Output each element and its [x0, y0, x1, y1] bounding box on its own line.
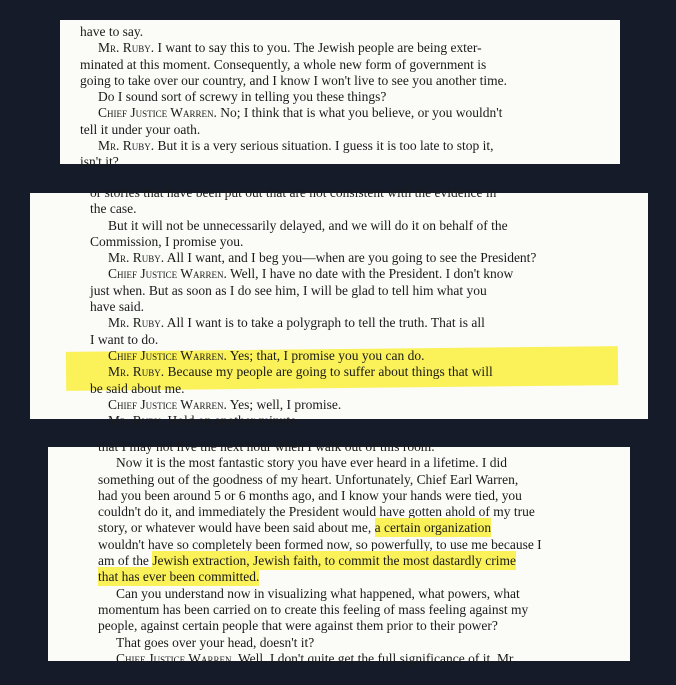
text-line: Mr. Ruby. All I want is to take a polygraph to tell the truth. That is all: [108, 315, 485, 331]
text-line: Chief Justice Warren. Well, I don't quite get the full significance of it, Mr.: [116, 650, 517, 666]
transcript-excerpt-1: [60, 20, 620, 170]
text-line: Commission, I promise you.: [90, 233, 244, 249]
transcript-excerpt-2: [30, 185, 648, 429]
text-line: Mr. Ruby. Because my people are going to suffer about things that will: [108, 364, 493, 380]
text-line: Now it is the most fantastic story you have ever heard in a lifetime. I did: [116, 455, 507, 471]
text-line: momentum has been carried on to create this feeling of mass feeling against my: [98, 601, 529, 617]
text-line: [98, 520, 630, 536]
speaker-name: Mr. Ruby.: [108, 315, 165, 331]
text-line: isn't it?: [80, 154, 119, 170]
text-line: just when. But as soon as I do see him, I will be glad to tell him what you: [90, 282, 487, 298]
speaker-name: Mr. Ruby.: [108, 413, 165, 429]
text-line: Mr. Ruby. All I want, and I beg you—when are you going to see the President?: [108, 250, 537, 266]
speaker-name: Chief Justice Warren.: [116, 650, 235, 666]
text-line: or stories that have been put out that are not consistent with the evidence in: [90, 185, 497, 200]
text-line: be said about me.: [90, 380, 185, 396]
text-line: had you been around 5 or 6 months ago, and I know your hands were tied, you: [98, 487, 522, 503]
text-line: have to say.: [80, 24, 144, 39]
text-line: I want to do.: [90, 331, 159, 347]
text-line: minated at this moment. Consequently, a whole new form of government is: [80, 56, 487, 72]
transcript-excerpt-3: [48, 439, 630, 666]
text-line: something out of the goodness of my heart. Unfortunately, Chief Earl Warren,: [98, 471, 519, 487]
text-line: That goes over your head, doesn't it?: [116, 634, 315, 650]
text-line: Chief Justice Warren. No; I think that is what you believe, or you wouldn't: [98, 105, 503, 121]
highlighted-phrase: that has ever been committed.: [98, 569, 260, 585]
text-line: have said.: [90, 299, 144, 315]
text-line: going to take over our country, and I know I won't live to see you another time.: [80, 72, 507, 88]
text-line: the case.: [90, 201, 137, 217]
text-line: wouldn't have so completely been formed now, so powerfully, to use me because I: [98, 536, 542, 552]
speaker-name: Mr. Ruby.: [98, 138, 155, 154]
speaker-name: Mr. Ruby.: [98, 40, 155, 56]
text-line: Mr. Ruby. But it is a very serious situation. I guess it is too late to stop it,: [98, 138, 494, 154]
text-line: Chief Justice Warren. Well, I have no date with the President. I don't know: [108, 266, 514, 282]
text-line: Mr. Ruby. I want to say this to you. The Jewish people are being exter-: [98, 40, 482, 56]
text-line: Do I sound sort of screwy in telling you these things?: [98, 89, 387, 105]
speaker-name: Mr. Ruby.: [108, 250, 165, 266]
text-fragment: am of the: [98, 553, 149, 569]
text-line: couldn't do it, and immediately the President would have gotten ahold of my true: [98, 504, 535, 520]
highlighted-phrase: a certain organization: [374, 520, 492, 536]
text-line: But it will not be unnecessarily delayed, and we will do it on behalf of the: [108, 217, 508, 233]
text-fragment: story, or whatever would have been said about me,: [98, 520, 372, 536]
speaker-name: Mr. Ruby.: [108, 364, 165, 380]
text-line: tell it under your oath.: [80, 121, 201, 137]
text-line: people, against certain people that were against them prior to their power?: [98, 618, 498, 634]
text-line: Chief Justice Warren. Yes; that, I promise you you can do.: [108, 347, 425, 363]
speaker-name: Chief Justice Warren.: [108, 266, 227, 282]
text-line: Mr. Ruby. Hold on another minute.: [108, 413, 300, 429]
text-line: [98, 553, 630, 569]
text-line: [98, 569, 630, 585]
speaker-name: Chief Justice Warren.: [108, 396, 227, 412]
speaker-name: Chief Justice Warren.: [108, 347, 227, 363]
text-line: Can you understand now in visualizing what happened, what powers, what: [116, 585, 520, 601]
text-line: Chief Justice Warren. Yes; well, I promise.: [108, 396, 342, 412]
speaker-name: Chief Justice Warren.: [98, 105, 217, 121]
text-line: that I may not live the next hour when I walk out of this room.: [98, 439, 435, 454]
highlighted-phrase: Jewish extraction, Jewish faith, to commit the most dastardly crime: [152, 553, 516, 569]
